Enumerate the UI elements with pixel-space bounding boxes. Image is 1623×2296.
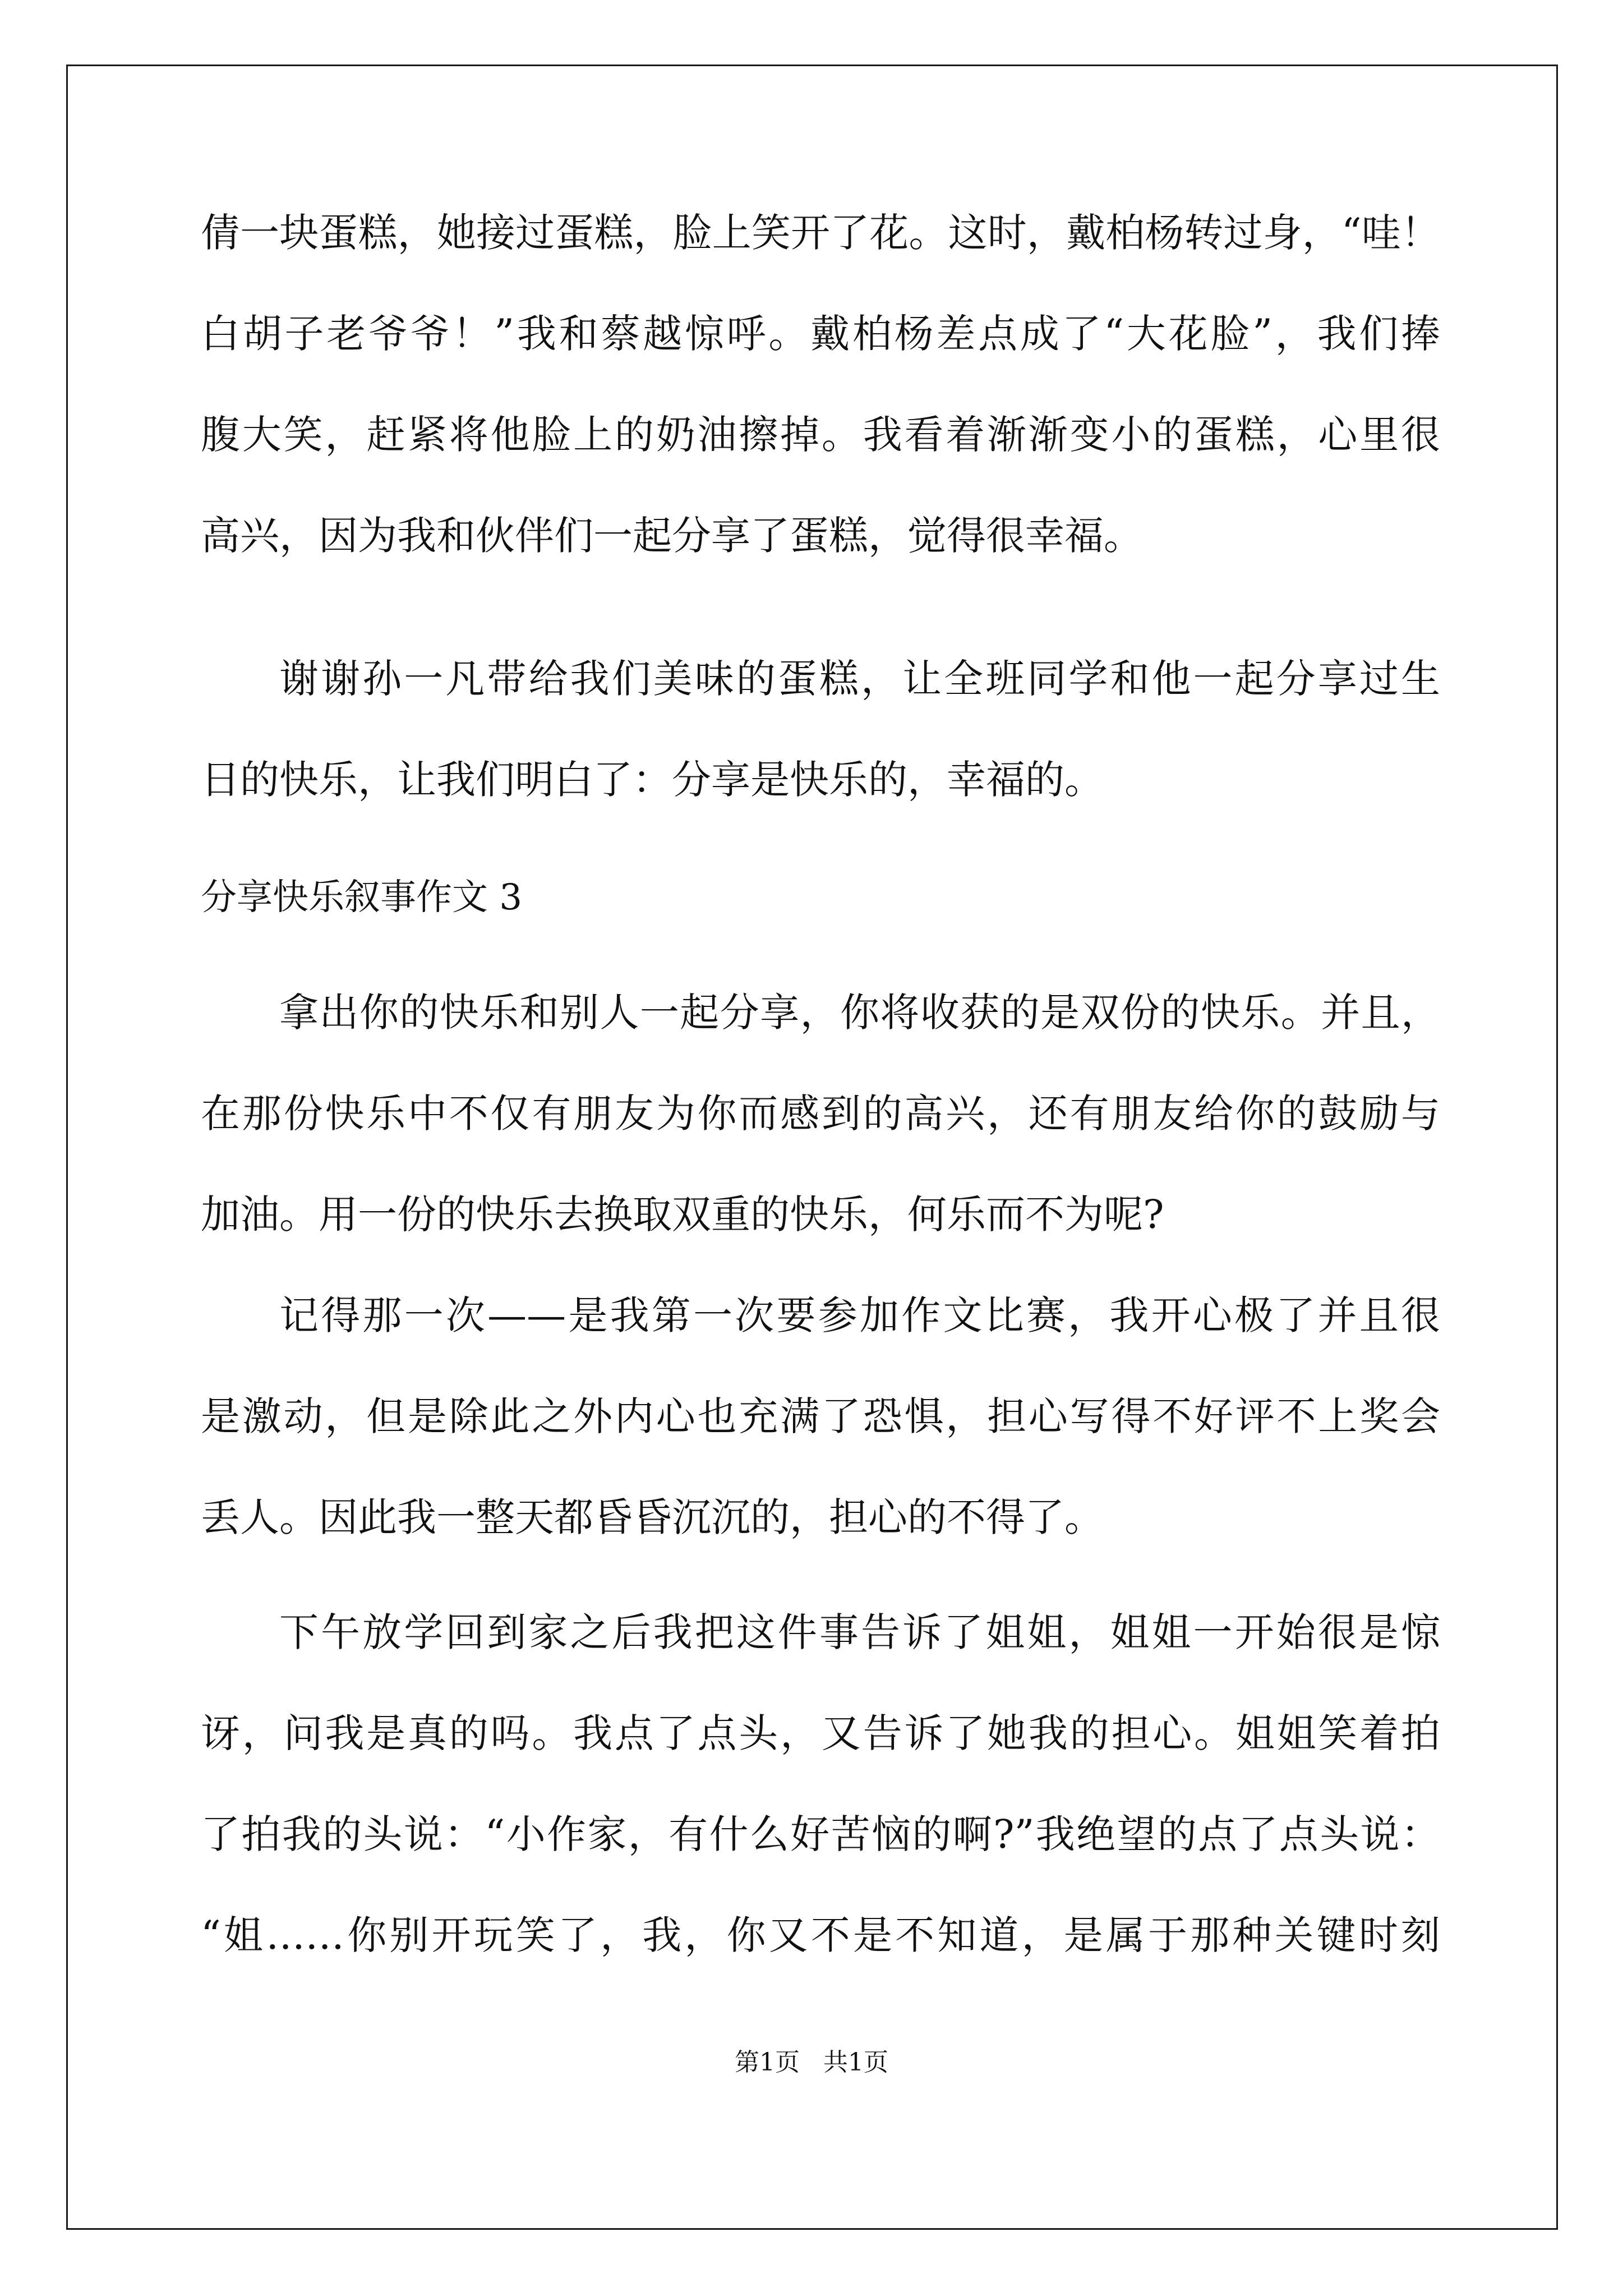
text-line: 记得那一次——是我第一次要参加作文比赛，我开心极了并且很 xyxy=(279,1292,1440,1338)
text-line: 在那份快乐中不仅有朋友为你而感到的高兴，还有朋友给你的鼓励与 xyxy=(201,1091,1440,1137)
section-heading: 分享快乐叙事作文 3 xyxy=(201,877,523,918)
text-line: 白胡子老爷爷！”我和蔡越惊呼。戴柏杨差点成了“大花脸”，我们捧 xyxy=(201,311,1440,357)
text-line: 了拍我的头说：“小作家，有什么好苦恼的啊?”我绝望的点了点头说： xyxy=(201,1811,1440,1857)
text-line: 日的快乐，让我们明白了：分享是快乐的，幸福的。 xyxy=(201,757,1104,803)
text-line: 拿出你的快乐和别人一起分享，你将收获的是双份的快乐。并且， xyxy=(279,990,1440,1036)
text-line: “姐……你别开玩笑了，我，你又不是不知道，是属于那种关键时刻 xyxy=(201,1912,1440,1958)
text-line: 丢人。因此我一整天都昏昏沉沉的，担心的不得了。 xyxy=(201,1494,1104,1540)
text-line: 加油。用一份的快乐去换取双重的快乐，何乐而不为呢? xyxy=(201,1191,1164,1237)
text-line: 腹大笑，赶紧将他脸上的奶油擦掉。我看着渐渐变小的蛋糕，心里很 xyxy=(201,412,1440,458)
text-line: 是激动，但是除此之外内心也充满了恐惧，担心写得不好评不上奖会 xyxy=(201,1393,1440,1439)
text-line: 下午放学回到家之后我把这件事告诉了姐姐，姐姐一开始很是惊 xyxy=(279,1609,1440,1655)
text-line: 倩一块蛋糕，她接过蛋糕，脸上笑开了花。这时，戴柏杨转过身，“哇！ xyxy=(201,210,1440,256)
page-footer: 第1页 共1页 xyxy=(735,2048,888,2077)
text-line: 讶，问我是真的吗。我点了点头，又告诉了她我的担心。姐姐笑着拍 xyxy=(201,1710,1440,1756)
text-line: 谢谢孙一凡带给我们美味的蛋糕，让全班同学和他一起分享过生 xyxy=(279,656,1440,702)
text-line: 高兴，因为我和伙伴们一起分享了蛋糕，觉得很幸福。 xyxy=(201,513,1143,559)
